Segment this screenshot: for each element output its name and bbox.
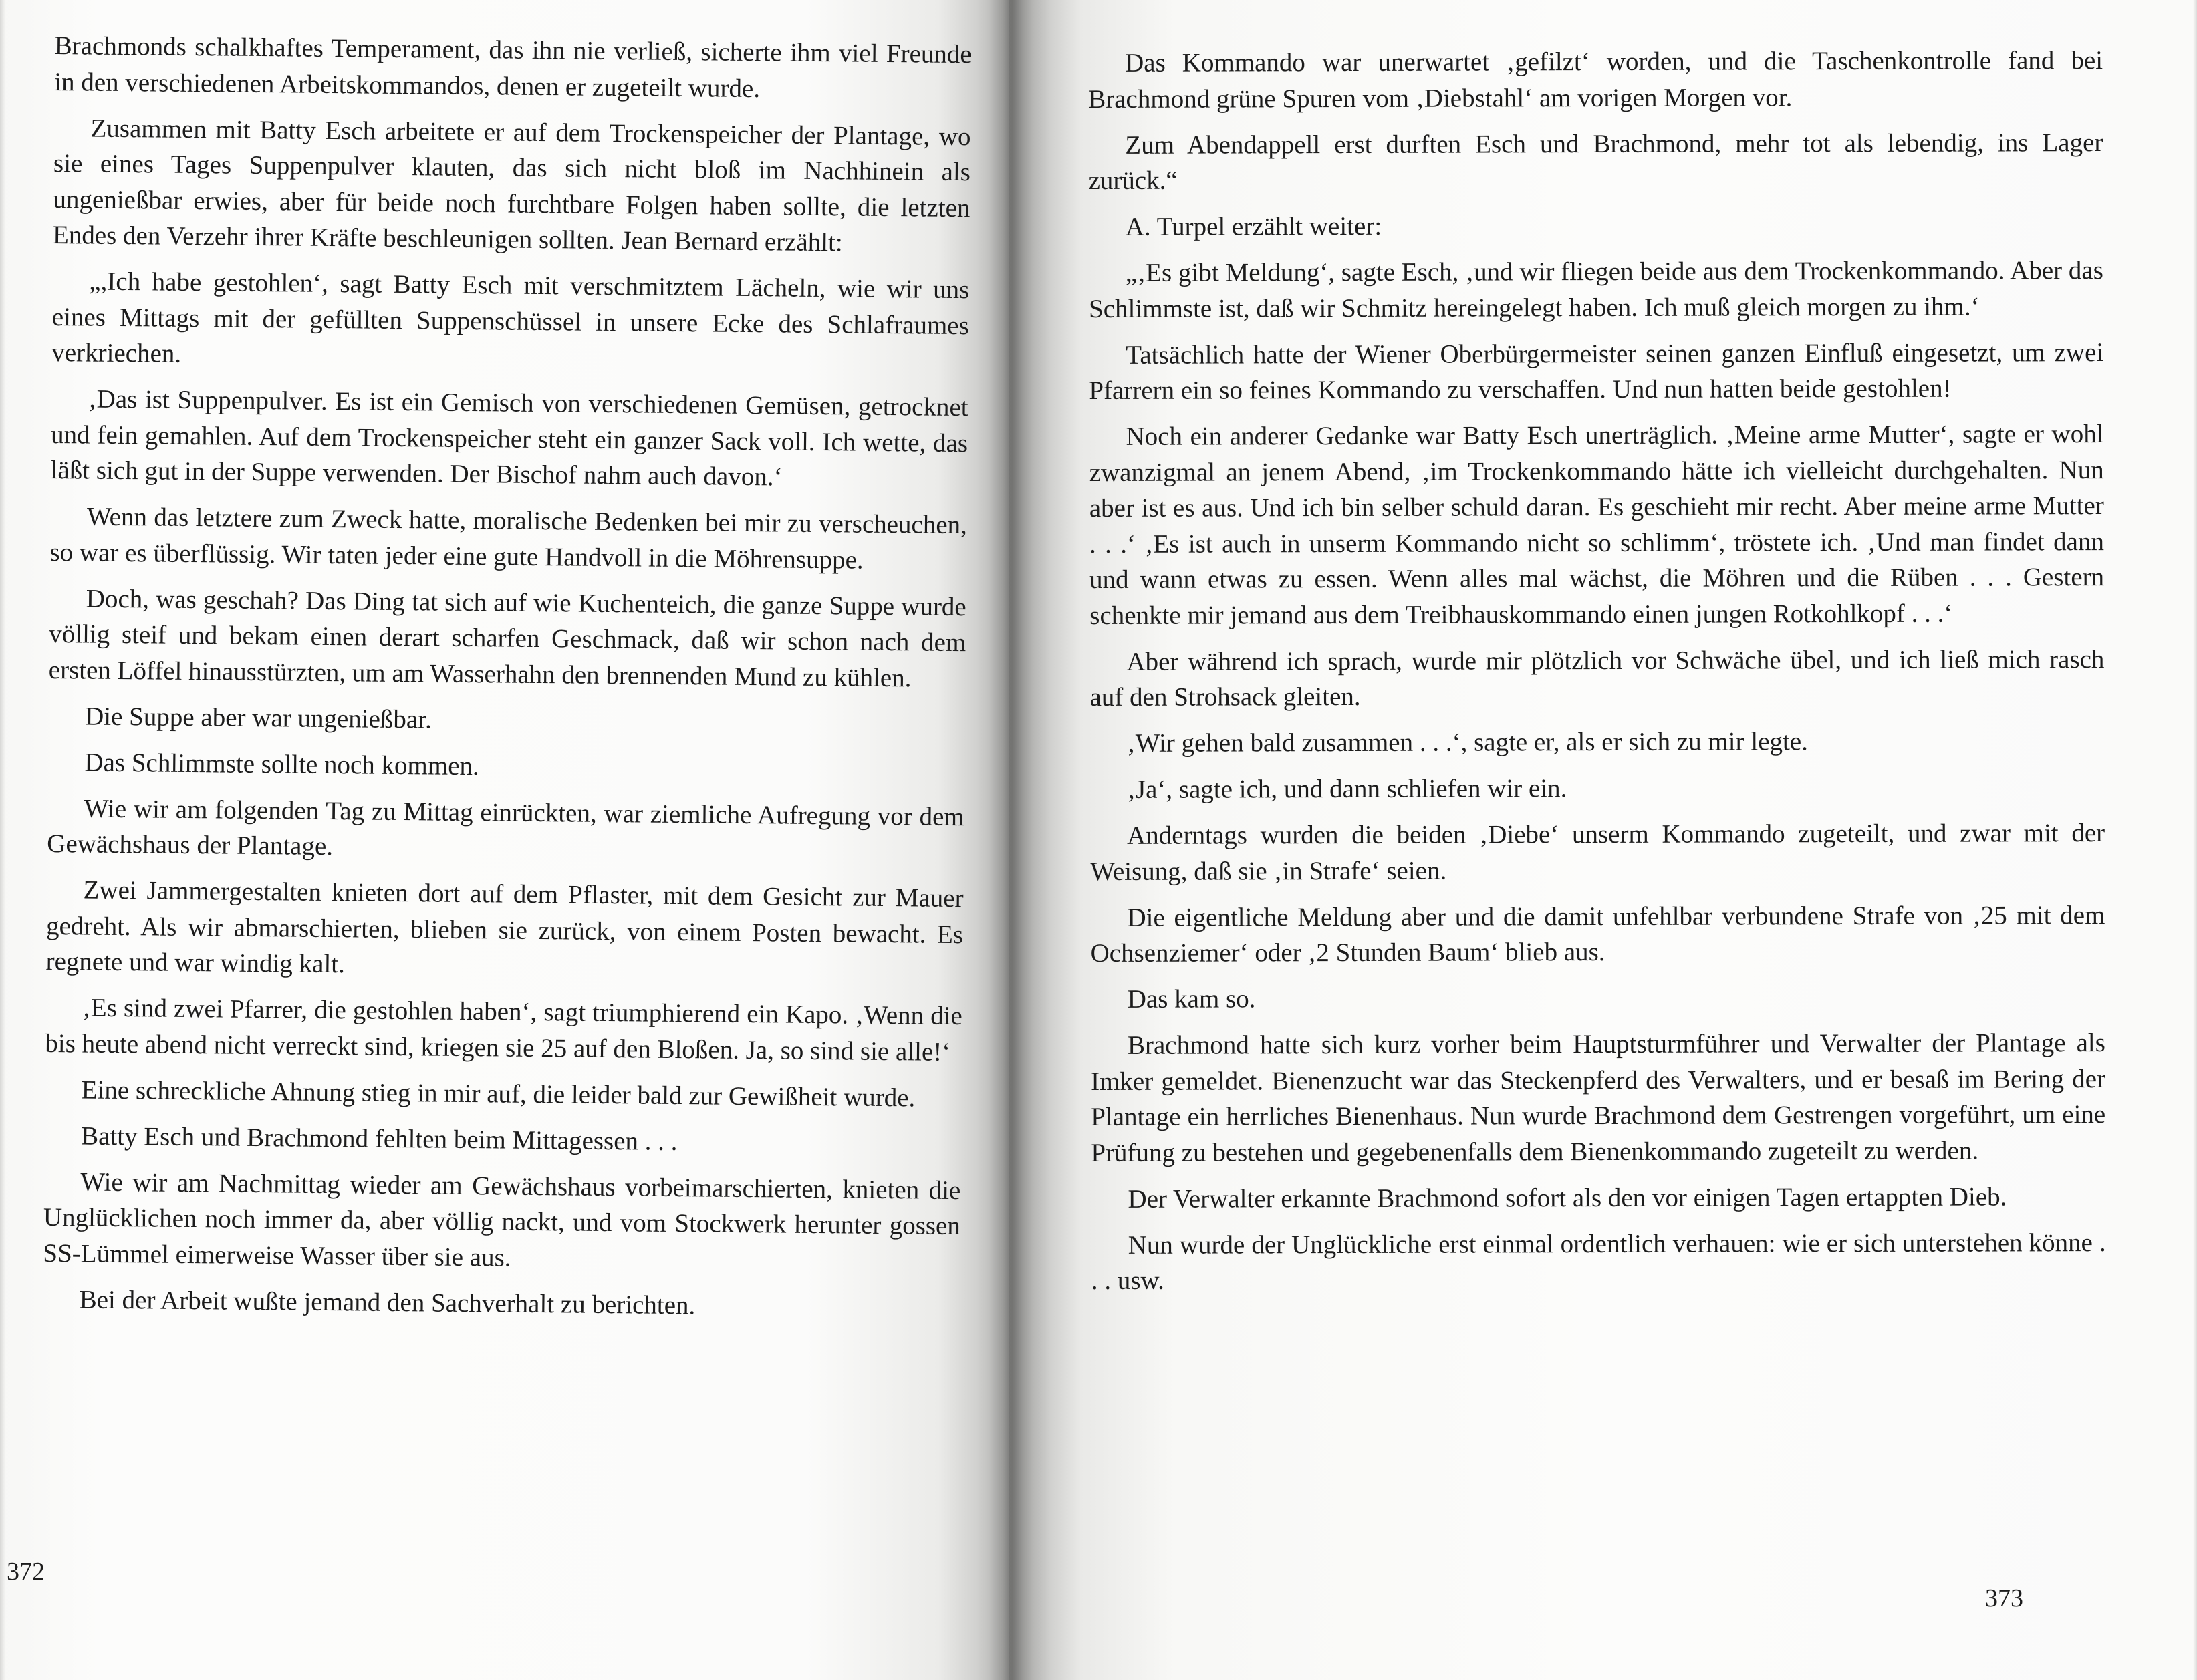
paragraph: Das Kommando war unerwartet ‚gefilzt‘ worden, und die Taschenkontrolle fand bei Brachmond grüne Spuren vom ‚Diebstahl‘ am vorigen Morgen vor. (1088, 46, 2103, 114)
right-page (1009, 0, 2197, 1680)
book-gutter (977, 0, 1051, 1680)
paragraph: ‚Es sind zwei Pfarrer, die gestohlen haben‘, sagt triumphierend ein Kapo. ‚Wenn die bis heute abend nicht verreckt sind, kriegen sie 25 auf den Bloßen. Ja, so sind sie alle!‘ (45, 993, 963, 1067)
paragraph: Das kam so. (1127, 984, 1256, 1014)
left-page-text (42, 28, 972, 1337)
page-number: 372 (7, 1558, 45, 1586)
paragraph: Wenn das letztere zum Zweck hatte, moralische Bedenken bei mir zu verscheuchen, so war es überflüssig. Wir taten jeder eine gute Handvoll in die Möhrensuppe. (49, 502, 968, 575)
paragraph: ‚Wir gehen bald zusammen . . .‘, sagte er, als er sich zu mir legte. (1126, 727, 1808, 758)
paragraph: Aber während ich sprach, wurde mir plötzlich vor Schwäche übel, und ich ließ mich rasch auf den Strohsack gleiten. (1089, 644, 2105, 712)
paragraph: Anderntags wurden die beiden ‚Diebe‘ unserm Kommando zugeteilt, und zwar mit der Weisung, daß sie ‚in Strafe‘ seien. (1090, 819, 2105, 886)
paragraph: Brachmonds schalkhaftes Temperament, das ihn nie verließ, sicherte ihm viel Freunde in den verschiedenen Arbeitskommandos, denen er zugeteilt wurde. (54, 31, 972, 103)
page-edge (0, 0, 5, 1680)
paragraph: Das Schlimmste sollte noch kommen. (84, 747, 479, 781)
paragraph: „‚Es gibt Meldung‘, sagte Esch, ‚und wir fliegen beide aus dem Trockenkommando. Aber das Schlimmste ist, daß wir Schmitz hereingelegt haben. Ich muß gleich morgen zu ihm.‘ (1088, 256, 2103, 323)
paragraph: „,Ich habe gestohlen‘, sagt Batty Esch mit verschmitztem Lächeln, wie wir uns eines Mittags mit der gefüllten Suppenschüssel in unsere Ecke des Schlafraumes verkriechen. (51, 267, 970, 368)
paragraph: Brachmond hatte sich kurz vorher beim Hauptsturmführer und Verwalter der Plantage als Imker gemeldet. Bienenzucht war das Steckenpferd des Verwalters, und er besaß im Bering der Plantage ein herrliches Bienenhaus. Nun wurde Brachmond dem Gestrengen vorgeführt, um eine Prüfung zu bestehen und gegebenenfalls dem Bienenkommando zugeteilt zu werden. (1091, 1028, 2106, 1167)
paragraph: Tatsächlich hatte der Wiener Oberbürgermeister seinen ganzen Einfluß eingesetzt, um zwei Pfarrern ein so feines Kommando zu verschaffen. Und nun hatten beide gestohlen! (1089, 337, 2104, 405)
page-number: 373 (1985, 1584, 2023, 1613)
paragraph: Batty Esch und Brachmond fehlten beim Mittagessen . . . (80, 1121, 678, 1156)
paragraph: Wie wir am folgenden Tag zu Mittag einrückten, war ziemliche Aufregung vor dem Gewächshaus der Plantage. (47, 793, 964, 861)
paragraph: Nun wurde der Unglückliche erst einmal ordentlich verhauen: wie er sich unterstehen könne . . . usw. (1091, 1228, 2106, 1295)
paragraph: Noch ein anderer Gedanke war Batty Esch unerträglich. ‚Meine arme Mutter‘, sagte er wohl zwanzigmal an jenem Abend, ‚im Trockenkommando hätte ich vielleicht durchgehalten. Nun aber ist es aus. Und ich bin selber schuld daran. Es geschieht mir recht. Aber meine arme Mutter . . .‘ ‚Es ist auch in unserm Kommando nicht so schlimm‘, tröstete ich. ‚Und man findet dann und wann etwas zu essen. Wenn alles mal wächst, die Möhren und die Rüben . . . Gestern schenkte mir jemand aus dem Treibhauskommando einen jungen Rotkohlkopf . . .‘ (1089, 420, 2105, 630)
paragraph: Bei der Arbeit wußte jemand den Sachverhalt zu berichten. (79, 1284, 696, 1320)
paragraph: Die Suppe aber war ungenießbar. (84, 701, 432, 734)
page-edge (2193, 0, 2197, 1680)
paragraph: Der Verwalter erkannte Brachmond sofort als den vor einigen Tagen ertappten Dieb. (1128, 1181, 2007, 1214)
paragraph: Zusammen mit Batty Esch arbeitete er auf dem Trockenspeicher der Plantage, wo sie eines Tages Suppenpulver klauten, das sich nicht bloß im Nachhinein als ungenießbar erwies, aber für beide noch furchtbare Folgen haben sollte, die letzten Endes den Verzehr ihrer Kräfte beschleunigen sollten. Jean Bernard erzählt: (52, 114, 971, 257)
paragraph: ‚Ja‘, sagte ich, und dann schliefen wir ein. (1126, 774, 1567, 804)
paragraph: Zum Abendappell erst durften Esch und Brachmond, mehr tot als lebendig, ins Lager zurück.“ (1088, 128, 2103, 195)
paragraph: Wie wir am Nachmittag wieder am Gewächshaus vorbeimarschierten, knieten die Unglücklichen noch immer da, aber völlig nackt, und vom Stockwerk herunter gossen SS-Lümmel eimerweise Wasser über sie aus. (43, 1167, 961, 1272)
paragraph: Die eigentliche Meldung aber und die damit unfehlbar verbundene Strafe von ‚25 mit dem Ochsenziemer‘ oder ‚2 Stunden Baum‘ blieb aus. (1090, 900, 2105, 968)
paragraph: Doch, was geschah? Das Ding tat sich auf wie Kuchenteich, die ganze Suppe wurde völlig steif und bekam einen derart scharfen Geschmack, daß wir schon nach dem ersten Löffel hinausstürzten, um am Wasserhahn den brennenden Mund zu kühlen. (48, 583, 966, 692)
paragraph: Eine schreckliche Ahnung stieg in mir auf, die leider bald zur Gewißheit wurde. (81, 1075, 916, 1112)
right-page-text (1088, 43, 2106, 1309)
paragraph: Zwei Jammergestalten knieten dort auf dem Pflaster, mit dem Gesicht zur Mauer gedreht. Als wir abmarschierten, blieben sie zurück, von einem Posten bewacht. Es regnete und war windig kalt. (45, 875, 964, 979)
left-page (0, 0, 1009, 1680)
paragraph: A. Turpel erzählt weiter: (1125, 211, 1382, 241)
paragraph: ‚Das ist Suppenpulver. Es ist ein Gemisch von verschiedenen Gemüsen, getrocknet und fein gemahlen. Auf dem Trockenspeicher steht ein ganzer Sack voll. Ich wette, das läßt sich gut in der Suppe verwenden. Der Bischof nahm auch davon.‘ (50, 384, 968, 492)
